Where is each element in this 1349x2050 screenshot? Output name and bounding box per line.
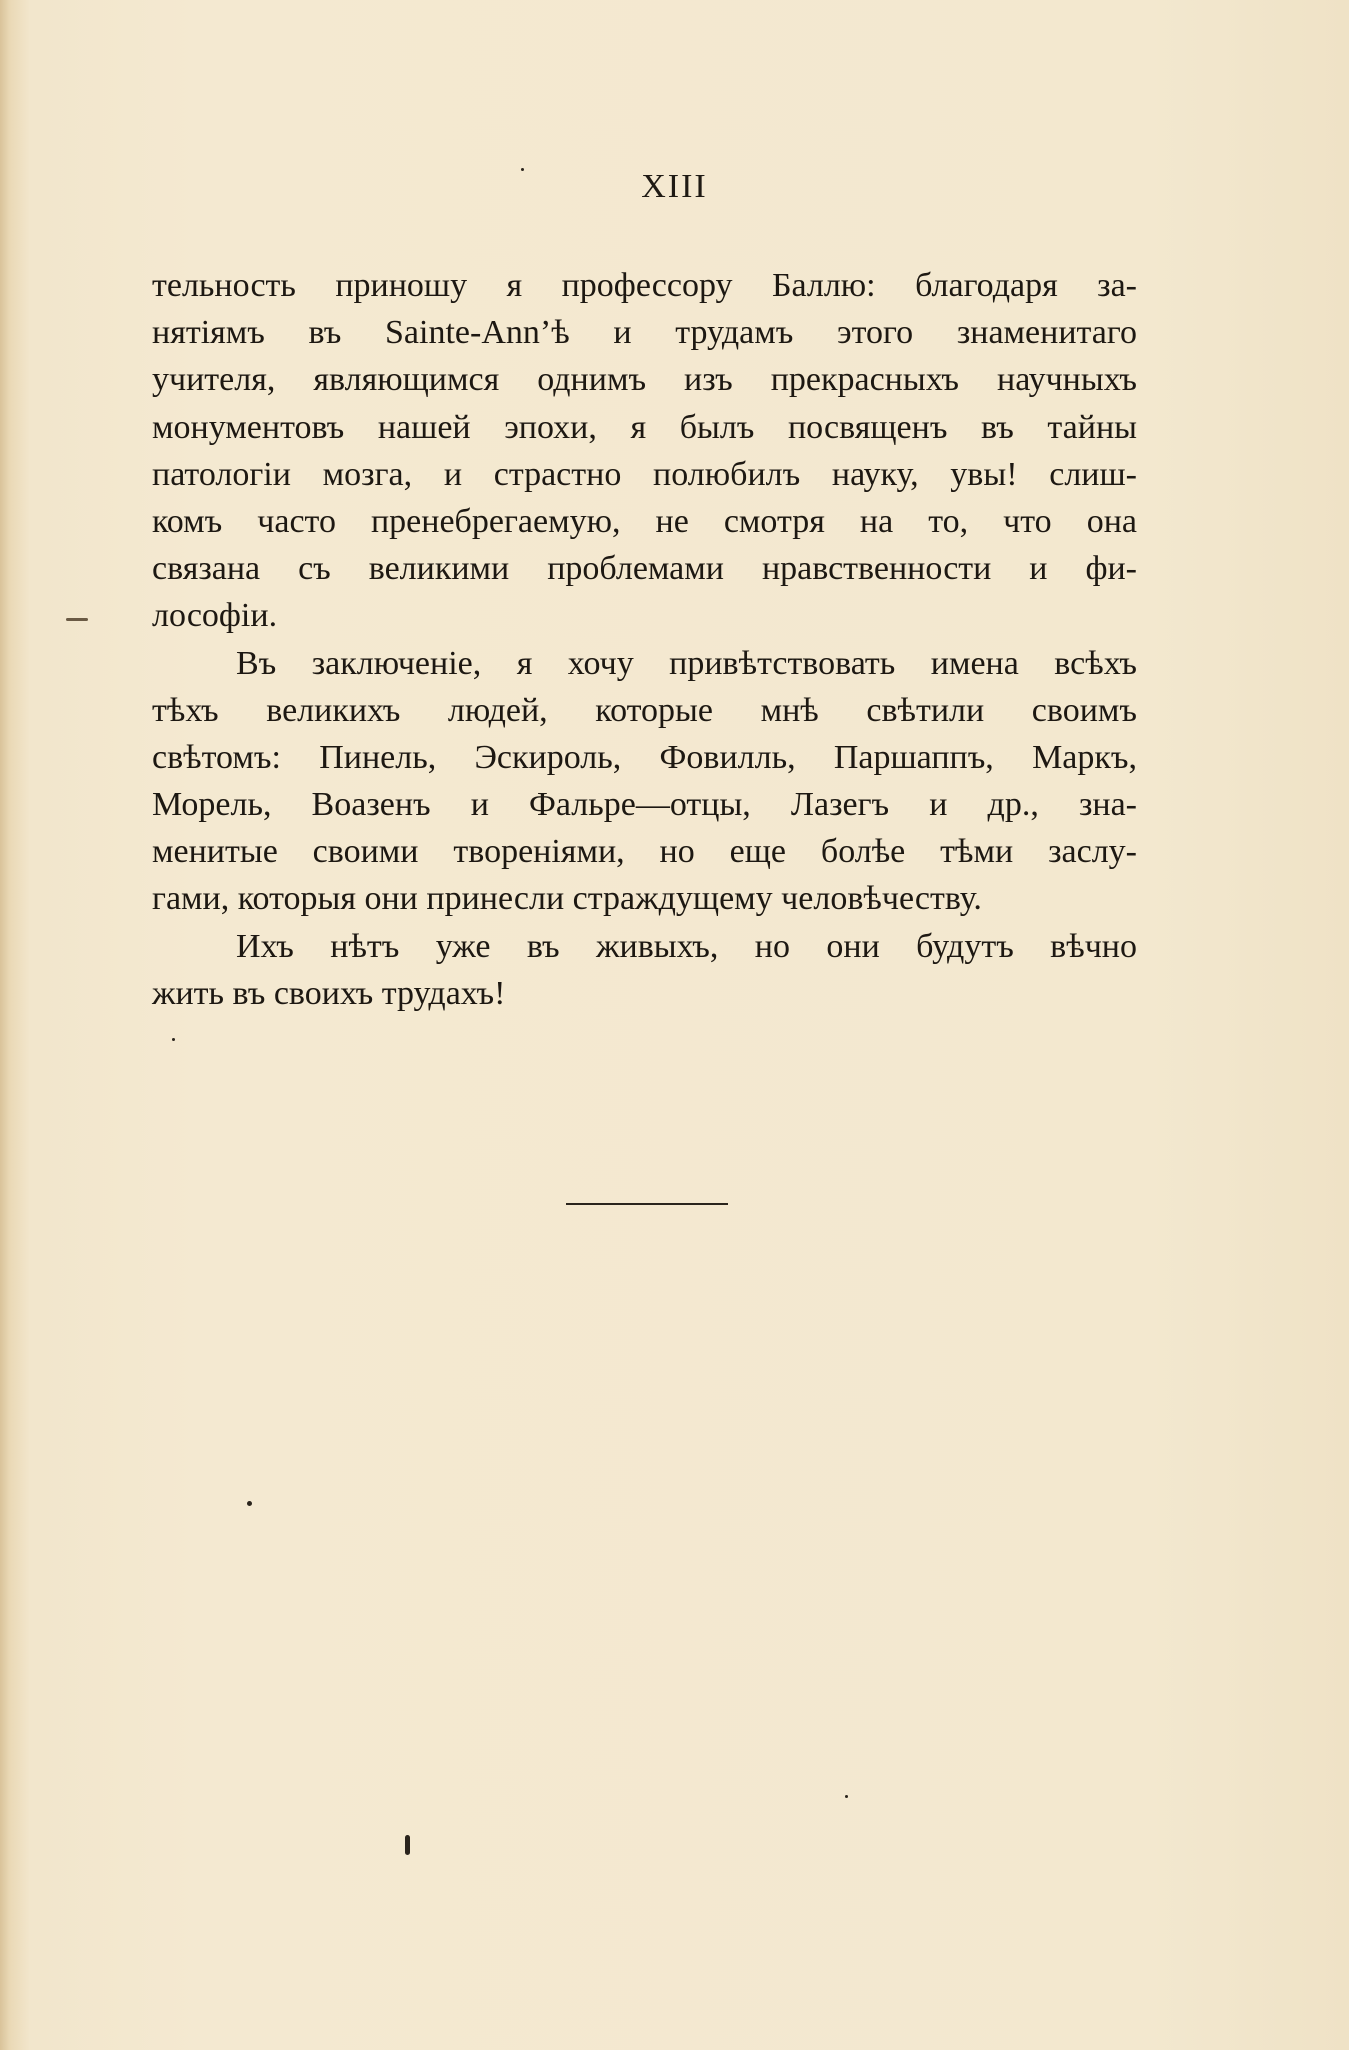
margin-mark xyxy=(66,618,88,621)
page-number: XIII xyxy=(641,168,708,205)
ink-speck xyxy=(521,168,524,171)
body-text xyxy=(152,262,1137,1017)
ink-speck xyxy=(405,1835,410,1855)
text-line: тельность приношу я профессору Баллю: благодаря за- xyxy=(152,267,1137,304)
text-line: Въ заключеніе, я хочу привѣтствовать имена всѣхъ xyxy=(236,644,1137,682)
ink-speck xyxy=(172,1038,175,1041)
text-line: комъ часто пренебрегаемую, не смотря на то, что она xyxy=(152,502,1137,540)
ink-speck xyxy=(845,1795,848,1798)
text-line: нятіямъ въ Sainte-Ann’ѣ и трудамъ этого знаменитаго xyxy=(152,314,1137,352)
text-line: монументовъ нашей эпохи, я былъ посвященъ въ тайны xyxy=(152,408,1137,446)
text-line: учителя, являющимся однимъ изъ прекрасныхъ научныхъ xyxy=(152,361,1137,399)
text-line: свѣтомъ: Пинель, Эскироль, Фовилль, Паршаппъ, Маркъ, xyxy=(152,738,1137,776)
text-line: лософіи. xyxy=(152,597,278,635)
text-line: Ихъ нѣтъ уже въ живыхъ, но они будутъ вѣчно xyxy=(236,927,1137,965)
section-divider-rule xyxy=(566,1203,728,1205)
text-line: патологіи мозга, и страстно полюбилъ науку, увы! слиш- xyxy=(152,455,1137,493)
text-line: менитые своими твореніями, но еще болѣе тѣми заслу- xyxy=(152,833,1137,871)
text-line: связана съ великими проблемами нравственности и фи- xyxy=(152,550,1137,588)
text-line: гами, которыя они принесли страждущему человѣчеству. xyxy=(152,880,982,918)
text-line: Морель, Воазенъ и Фальре—отцы, Лазегъ и др., зна- xyxy=(152,786,1137,824)
text-line: жить въ своихъ трудахъ! xyxy=(152,974,506,1012)
ink-speck xyxy=(247,1501,252,1506)
text-line: тѣхъ великихъ людей, которые мнѣ свѣтили своимъ xyxy=(152,691,1137,729)
